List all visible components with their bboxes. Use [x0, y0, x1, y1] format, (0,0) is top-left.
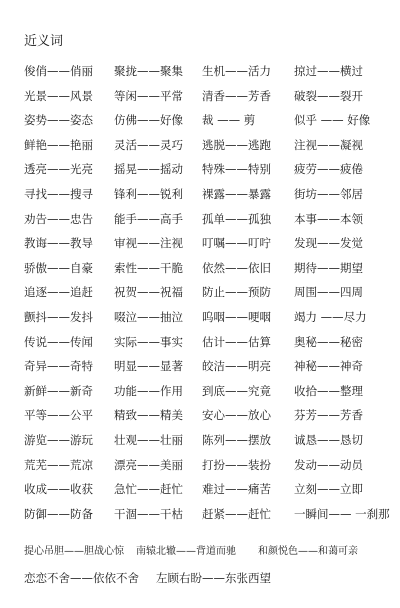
synonym-pair: 实际——事实 [114, 334, 183, 349]
synonym-pair: 啜泣——抽泣 [114, 310, 183, 324]
synonym-pair: 仿佛——好像 [114, 113, 183, 128]
synonym-pair: 难过——痛苦 [202, 482, 271, 497]
synonym-pair: 芬芳——芳香 [294, 408, 363, 423]
synonym-row [24, 407, 396, 423]
synonym-pair: 裁 —— 剪 [202, 113, 256, 128]
synonym-row [24, 481, 396, 497]
synonym-pair: 一瞬间—— 一刹那 [294, 506, 390, 521]
synonym-pair: 透亮——光亮 [24, 162, 93, 177]
synonym-pair: 颤抖——发抖 [24, 310, 93, 324]
synonym-row [24, 457, 396, 473]
synonym-pair: 立刻——立即 [294, 482, 363, 497]
synonym-pair: 追逐——追赶 [24, 285, 93, 300]
synonym-row [24, 570, 396, 586]
synonym-pair: 皎洁——明亮 [202, 359, 271, 374]
synonym-row [24, 211, 396, 227]
synonym-pair: 干涸——干枯 [114, 506, 183, 521]
synonym-row [24, 260, 396, 276]
synonym-pair: 等闲——平常 [114, 88, 183, 103]
synonym-pair: 生机——活力 [202, 64, 271, 78]
synonym-pair: 掠过——横过 [294, 64, 363, 78]
synonym-pair: 壮观——壮丽 [114, 433, 183, 447]
synonym-pair: 鲜艳——艳丽 [24, 137, 93, 152]
synonym-pair: 左顾右盼——东张西望 [156, 571, 271, 585]
synonym-pair: 审视——注视 [114, 236, 183, 251]
synonym-pair: 发现——发觉 [294, 236, 363, 251]
synonym-pair: 教诲——教导 [24, 236, 93, 251]
synonym-pair: 本事——本领 [294, 211, 363, 226]
synonym-row [24, 88, 396, 104]
synonym-pair: 游览——游玩 [24, 433, 93, 447]
synonym-pair: 提心吊胆——胆战心惊 [24, 546, 124, 557]
synonym-pair: 收成——收获 [24, 482, 93, 497]
synonym-pair: 俊俏——俏丽 [24, 64, 93, 78]
synonym-pair: 依然——依旧 [202, 260, 271, 275]
synonym-pair: 荒芜——荒凉 [24, 457, 93, 472]
synonym-pair: 期待——期望 [294, 260, 363, 275]
synonym-pair: 似乎 —— 好像 [294, 113, 371, 128]
synonym-pair: 明显——显著 [114, 359, 183, 374]
synonym-pair: 恋恋不舍——依依不舍 [24, 571, 139, 585]
synonym-pair: 收拾——整理 [294, 383, 363, 398]
synonym-pair: 逃脱——逃跑 [202, 137, 271, 152]
synonym-pair: 清香——芳香 [202, 88, 271, 103]
synonym-pair: 摇晃——摇动 [114, 162, 183, 177]
synonym-pair: 能手——高手 [114, 211, 183, 226]
synonym-pair: 赶紧——赶忙 [202, 506, 271, 521]
synonym-pair: 陈列——摆放 [202, 433, 271, 447]
synonym-pair: 索性——干脆 [114, 260, 183, 275]
synonym-pair: 平等——公平 [24, 408, 93, 423]
synonym-pair: 急忙——赶忙 [114, 482, 183, 497]
synonym-pair: 聚拢——聚集 [114, 64, 183, 78]
synonym-row [24, 544, 396, 560]
synonym-pair: 漂亮——美丽 [114, 457, 183, 472]
synonym-pair: 叮嘱——叮咛 [202, 236, 271, 251]
synonym-pair: 祝贺——祝福 [114, 285, 183, 300]
synonym-pair: 呜咽——哽咽 [202, 310, 271, 324]
synonym-pair: 周围——四周 [294, 285, 363, 300]
synonym-pair: 注视——凝视 [294, 137, 363, 152]
synonym-pair: 奥秘——秘密 [294, 334, 363, 349]
synonym-pair: 街坊——邻居 [294, 187, 363, 201]
synonym-pair: 新鲜——新奇 [24, 383, 93, 398]
synonym-row [24, 309, 396, 325]
synonym-row [24, 112, 396, 128]
synonym-pair: 孤单——孤独 [202, 211, 271, 226]
synonym-pair: 光景——风景 [24, 88, 93, 103]
synonym-pair: 诚恳——恳切 [294, 433, 363, 447]
synonym-pair: 劝告——忠告 [24, 211, 93, 226]
synonym-pair: 奇异——奇特 [24, 359, 93, 374]
synonym-row [24, 358, 396, 374]
synonym-pair: 锋利——锐利 [114, 187, 183, 201]
synonym-pair: 到底——究竟 [202, 383, 271, 398]
synonym-pair: 特殊——特别 [202, 162, 271, 177]
synonym-pair: 传说——传闻 [24, 334, 93, 349]
synonym-pair: 打扮——装扮 [202, 457, 271, 472]
synonym-pair: 精致——精美 [114, 408, 183, 423]
synonym-pair: 安心——放心 [202, 408, 271, 423]
synonym-pair: 疲劳——疲倦 [294, 162, 363, 177]
synonym-pair: 神秘——神奇 [294, 359, 363, 374]
synonym-row [24, 334, 396, 350]
synonym-row [24, 186, 396, 202]
synonym-pair: 破裂——裂开 [294, 88, 363, 103]
synonym-row [24, 506, 396, 522]
synonym-row [24, 161, 396, 177]
synonym-pair: 骄傲——自豪 [24, 260, 93, 275]
synonym-pair: 估计——估算 [202, 334, 271, 349]
synonym-pair: 寻找——搜寻 [24, 187, 93, 201]
synonym-row [24, 63, 396, 79]
synonym-pair: 和颜悦色——和蔼可亲 [258, 546, 358, 557]
synonym-row [24, 137, 396, 153]
synonym-pair: 防止——预防 [202, 285, 271, 300]
synonym-pair: 南辕北辙——背道而驰 [136, 546, 236, 557]
synonym-pair: 灵活——灵巧 [114, 137, 183, 152]
page-title: 近义词 [24, 34, 64, 49]
synonym-pair: 裸露——暴露 [202, 187, 271, 201]
synonym-row [24, 383, 396, 399]
synonym-pair: 姿势——姿态 [24, 113, 93, 128]
synonym-row [24, 235, 396, 251]
synonym-pair: 发动——动员 [294, 457, 363, 472]
synonym-pair: 功能——作用 [114, 383, 183, 398]
synonym-row [24, 432, 396, 448]
synonym-row [24, 284, 396, 300]
synonym-pair: 竭力 ——尽力 [294, 310, 367, 324]
synonym-pair: 防御——防备 [24, 506, 93, 521]
